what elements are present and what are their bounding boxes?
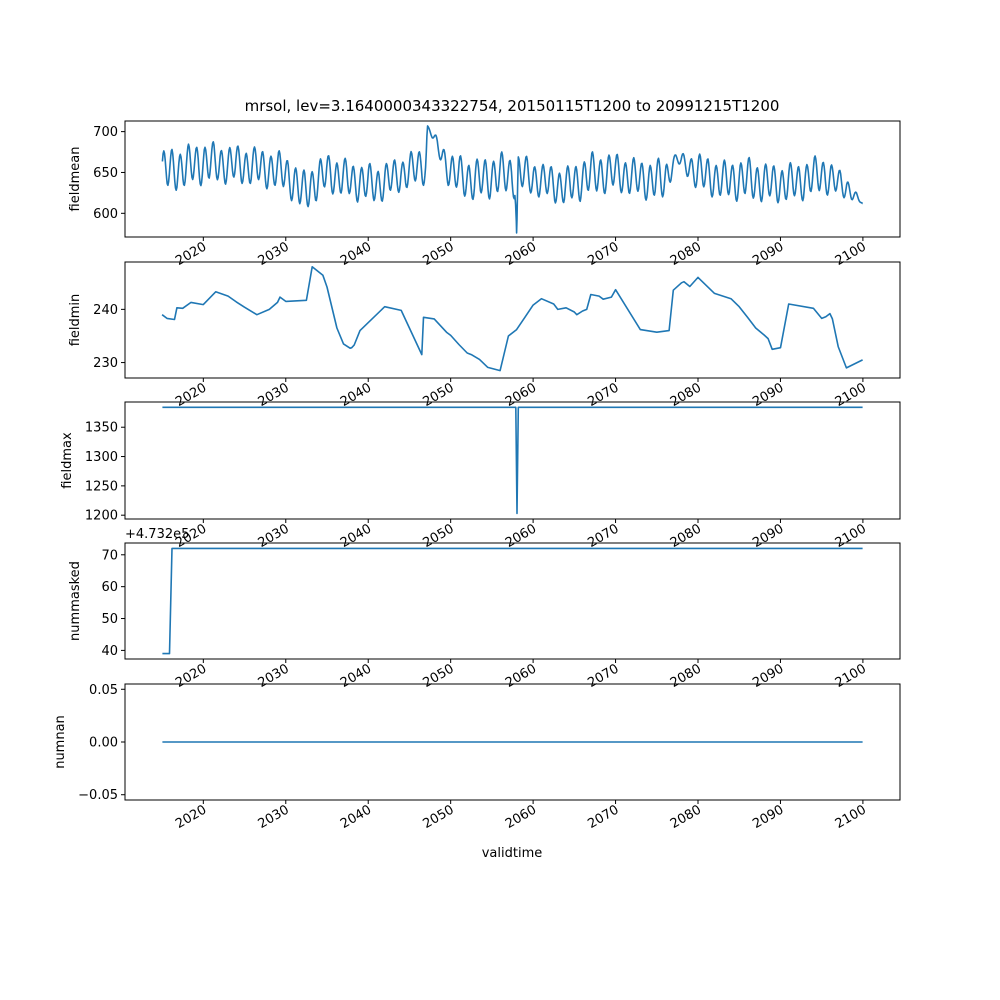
fieldmean-xtick-label: 2090: [750, 239, 787, 270]
nummasked-xtick-label: 2080: [667, 661, 705, 692]
fieldmin-xtick-label: 2040: [338, 380, 375, 411]
numnan-xtick-label: 2080: [667, 802, 705, 833]
nummasked-series-line: [162, 548, 862, 653]
numnan-panel: [53, 683, 900, 832]
fieldmax-xtick-label: 2050: [420, 521, 457, 552]
nummasked-axes-frame: [125, 543, 900, 659]
fieldmean-ytick-label: 650: [93, 165, 118, 181]
numnan-xtick-label: 2020: [173, 802, 210, 833]
fieldmax-ylabel: fieldmax: [60, 432, 75, 489]
fieldmax-ytick-label: 1200: [84, 508, 118, 524]
fieldmax-xtick-label: 2090: [750, 521, 787, 552]
fieldmax-xtick-label: 2040: [338, 521, 375, 552]
fieldmax-xtick-label: 2080: [667, 521, 705, 552]
fieldmin-xtick-label: 2050: [420, 380, 457, 411]
fieldmax-xtick-label: 2060: [502, 521, 540, 552]
nummasked-xtick-label: 2050: [420, 661, 457, 692]
fieldmin-xtick-label: 2060: [502, 380, 540, 411]
nummasked-xtick-label: 2040: [338, 661, 375, 692]
x-axis-label: validtime: [481, 846, 543, 861]
fieldmean-series-line: [162, 126, 862, 233]
numnan-xtick-label: 2040: [338, 802, 375, 833]
fieldmean-xtick-label: 2020: [173, 239, 210, 270]
fieldmin-xtick-label: 2070: [585, 380, 622, 411]
fieldmax-ytick-label: 1300: [84, 450, 118, 466]
fieldmin-panel: [68, 262, 900, 410]
fieldmin-ytick-label: 240: [93, 302, 118, 318]
fieldmin-xtick-label: 2030: [255, 380, 292, 411]
fieldmean-xtick-label: 2040: [338, 239, 375, 270]
nummasked-xtick-label: 2090: [750, 661, 787, 692]
numnan-ytick-label: 0.05: [89, 682, 118, 698]
nummasked-ytick-label: 70: [101, 548, 118, 564]
numnan-xtick-label: 2090: [750, 802, 787, 833]
numnan-ytick-label: 0.00: [89, 735, 118, 751]
fieldmax-axes-frame: [125, 402, 900, 519]
fieldmean-ytick-label: 600: [93, 206, 118, 222]
fieldmin-xtick-label: 2080: [667, 380, 705, 411]
fieldmean-xtick-label: 2060: [502, 239, 540, 270]
nummasked-offset-text: +4.732e5: [125, 527, 190, 542]
fieldmax-ytick-label: 1350: [84, 420, 118, 436]
fieldmean-xtick-label: 2050: [420, 239, 457, 270]
numnan-xtick-label: 2100: [832, 802, 869, 833]
fieldmean-xtick-label: 2080: [667, 239, 705, 270]
fieldmean-xtick-label: 2030: [255, 239, 292, 270]
subplot-panels: [53, 121, 900, 832]
fieldmin-xtick-label: 2100: [832, 380, 869, 411]
nummasked-xtick-label: 2060: [502, 661, 540, 692]
fieldmax-series-line: [162, 407, 862, 513]
nummasked-xtick-label: 2030: [255, 661, 292, 692]
fieldmean-panel: [68, 121, 900, 269]
numnan-ytick-label: −0.05: [78, 788, 118, 804]
figure-title: mrsol, lev=3.1640000343322754, 20150115T1200 to 20991215T1200: [244, 97, 780, 115]
nummasked-ytick-label: 40: [101, 643, 118, 659]
fieldmin-ytick-label: 230: [93, 356, 118, 372]
fieldmin-ylabel: fieldmin: [68, 293, 83, 347]
nummasked-xtick-label: 2070: [585, 661, 622, 692]
numnan-xtick-label: 2070: [585, 802, 622, 833]
numnan-xtick-label: 2030: [255, 802, 292, 833]
fieldmin-xtick-label: 2020: [173, 380, 210, 411]
fieldmean-ylabel: fieldmean: [68, 146, 83, 212]
fieldmin-xtick-label: 2090: [750, 380, 787, 411]
nummasked-ytick-label: 50: [101, 612, 118, 628]
fieldmax-xtick-label: 2070: [585, 521, 622, 552]
nummasked-ylabel: nummasked: [68, 561, 83, 641]
fieldmean-xtick-label: 2100: [832, 239, 869, 270]
fieldmax-ytick-label: 1250: [84, 479, 118, 495]
fieldmax-xtick-label: 2100: [832, 521, 869, 552]
nummasked-ytick-label: 60: [101, 580, 118, 596]
numnan-ylabel: numnan: [53, 715, 68, 769]
fieldmin-axes-frame: [125, 262, 900, 378]
numnan-xtick-label: 2050: [420, 802, 457, 833]
fieldmean-xtick-label: 2070: [585, 239, 622, 270]
fieldmax-xtick-label: 2020: [173, 521, 210, 552]
nummasked-xtick-label: 2100: [832, 661, 869, 692]
nummasked-panel: [68, 527, 900, 691]
numnan-xtick-label: 2060: [502, 802, 540, 833]
fieldmax-xtick-label: 2030: [255, 521, 292, 552]
fieldmin-series-line: [162, 267, 863, 371]
nummasked-xtick-label: 2020: [173, 661, 210, 692]
fieldmean-ytick-label: 700: [93, 125, 118, 141]
